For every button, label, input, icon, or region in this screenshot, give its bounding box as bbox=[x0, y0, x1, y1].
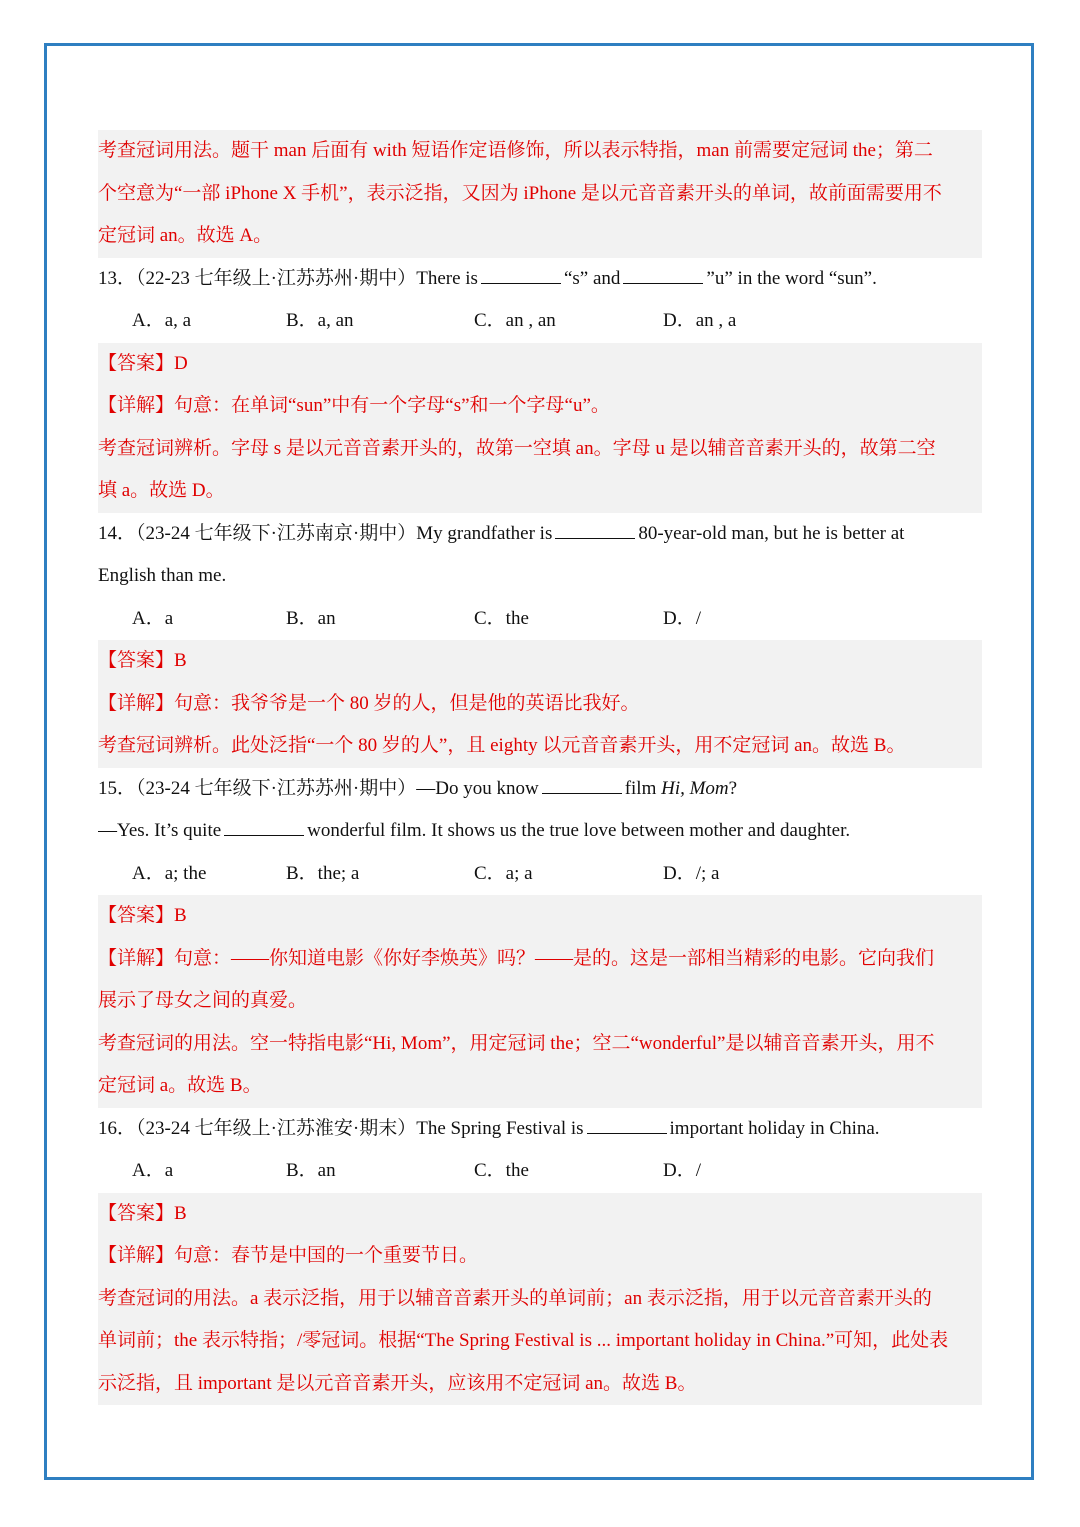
q15-options bbox=[98, 853, 982, 896]
q14-stem-line2: English than me. bbox=[98, 565, 227, 586]
detail-line: 【详解】句意：我爷爷是一个 80 岁的人，但是他的英语比我好。 bbox=[98, 692, 640, 714]
analysis-line: 考查冠词辨析。字母 s 是以元音音素开头的，故第一空填 an。字母 u 是以辅音音素开头的，故第二空 bbox=[98, 437, 936, 459]
answer-blank bbox=[542, 773, 622, 794]
analysis-line: 考查冠词用法。题干 man 后面有 with 短语作定语修饰，所以表示特指，man 前需要定冠词 the；第二 bbox=[98, 140, 933, 161]
analysis-line: 单词前；the 表示特指；/零冠词。根据“The Spring Festival is ... important holiday in China.”可知，此处表 bbox=[98, 1330, 949, 1351]
q13-stem bbox=[98, 258, 982, 301]
answer-blank bbox=[587, 1113, 667, 1134]
q14-stem-part: 14．（23-24 七年级下·江苏南京·期中）My grandfather is bbox=[98, 522, 553, 544]
q13-options bbox=[98, 300, 982, 343]
option-a: A．a, a bbox=[132, 310, 192, 331]
q12-analysis-block bbox=[98, 130, 982, 258]
option-b: B．a, an bbox=[286, 310, 354, 331]
option-d: D．/ bbox=[663, 1160, 702, 1181]
option-c: C．a; a bbox=[474, 862, 533, 884]
film-title: Hi, Mom bbox=[661, 777, 729, 799]
analysis-line: 定冠词 a。故选 B。 bbox=[98, 1075, 262, 1096]
q15-stem-part: film bbox=[624, 777, 657, 799]
answer-label: 【答案】B bbox=[98, 1202, 187, 1224]
q14-options bbox=[98, 598, 982, 641]
option-c: C．the bbox=[474, 1160, 529, 1181]
option-b: B．an bbox=[286, 607, 336, 629]
option-d: D．an , a bbox=[663, 310, 737, 331]
q13-answer-block bbox=[98, 343, 982, 513]
q15-stem-part: wonderful film. It shows us the true love between mother and daughter. bbox=[307, 820, 851, 841]
q15-stem-part: 15．（23-24 七年级下·江苏苏州·期中）—Do you know bbox=[98, 777, 539, 799]
detail-line: 【详解】句意：——你知道电影《你好李焕英》吗？——是的。这是一部相当精彩的电影。它向我们 bbox=[98, 947, 935, 969]
answer-blank bbox=[623, 263, 703, 284]
option-d: D．/; a bbox=[663, 862, 720, 884]
answer-label: 【答案】D bbox=[98, 352, 188, 374]
option-c: C．an , an bbox=[474, 310, 556, 331]
analysis-line: 定冠词 an。故选 A。 bbox=[98, 225, 273, 246]
q16-stem bbox=[98, 1108, 982, 1151]
option-d: D．/ bbox=[663, 607, 702, 629]
option-b: B．the; a bbox=[286, 862, 360, 884]
q15-stem-part: ? bbox=[728, 777, 738, 799]
option-c: C．the bbox=[474, 607, 529, 629]
answer-blank bbox=[481, 263, 561, 284]
q15-stem-line2 bbox=[98, 810, 982, 853]
analysis-line: 示泛指，且 important 是以元音音素开头，应该用不定冠词 an。故选 B。 bbox=[98, 1372, 697, 1394]
q16-answer-block bbox=[98, 1193, 982, 1406]
q16-stem-part: 16．（23-24 七年级上·江苏淮安·期末）The Spring Festival is bbox=[98, 1117, 584, 1139]
answer-blank bbox=[555, 518, 635, 539]
q16-stem-part: important holiday in China. bbox=[669, 1117, 880, 1139]
q13-stem-part: “s” and bbox=[563, 267, 621, 289]
detail-line: 展示了母女之间的真爱。 bbox=[98, 990, 308, 1011]
q16-options bbox=[98, 1150, 982, 1193]
option-a: A．a bbox=[132, 1160, 174, 1181]
document-content bbox=[98, 130, 982, 1405]
q14-answer-block bbox=[98, 640, 982, 768]
analysis-line: 填 a。故选 D。 bbox=[98, 480, 225, 501]
analysis-line: 考查冠词的用法。a 表示泛指，用于以辅音音素开头的单词前；an 表示泛指，用于以元音音素开头的 bbox=[98, 1287, 932, 1309]
q14-stem-part: 80-year-old man, but he is better at bbox=[638, 522, 905, 544]
q15-answer-block bbox=[98, 895, 982, 1108]
answer-label: 【答案】B bbox=[98, 650, 187, 671]
answer-label: 【答案】B bbox=[98, 905, 187, 926]
q15-stem bbox=[98, 768, 982, 811]
option-a: A．a; the bbox=[132, 862, 207, 884]
analysis-line: 考查冠词的用法。空一特指电影“Hi, Mom”，用定冠词 the；空二“wonderful”是以辅音音素开头，用不 bbox=[98, 1032, 935, 1054]
detail-line: 【详解】句意：在单词“sun”中有一个字母“s”和一个字母“u”。 bbox=[98, 395, 610, 416]
q15-stem-part: —Yes. It’s quite bbox=[98, 820, 222, 841]
q13-stem-part: 13．（22-23 七年级上·江苏苏州·期中）There is bbox=[98, 267, 478, 289]
analysis-line: 考查冠词辨析。此处泛指“一个 80 岁的人”，且 eighty 以元音音素开头，用不定冠词 an。故选 B。 bbox=[98, 735, 906, 756]
q13-stem-part: ”u” in the word “sun”. bbox=[706, 267, 877, 289]
q14-stem bbox=[98, 513, 982, 556]
answer-blank bbox=[224, 815, 304, 836]
option-b: B．an bbox=[286, 1160, 336, 1181]
analysis-line: 个空意为“一部 iPhone X 手机”，表示泛指，又因为 iPhone 是以元音音素开头的单词，故前面需要用不 bbox=[98, 182, 942, 204]
detail-line: 【详解】句意：春节是中国的一个重要节日。 bbox=[98, 1245, 479, 1266]
option-a: A．a bbox=[132, 607, 174, 629]
